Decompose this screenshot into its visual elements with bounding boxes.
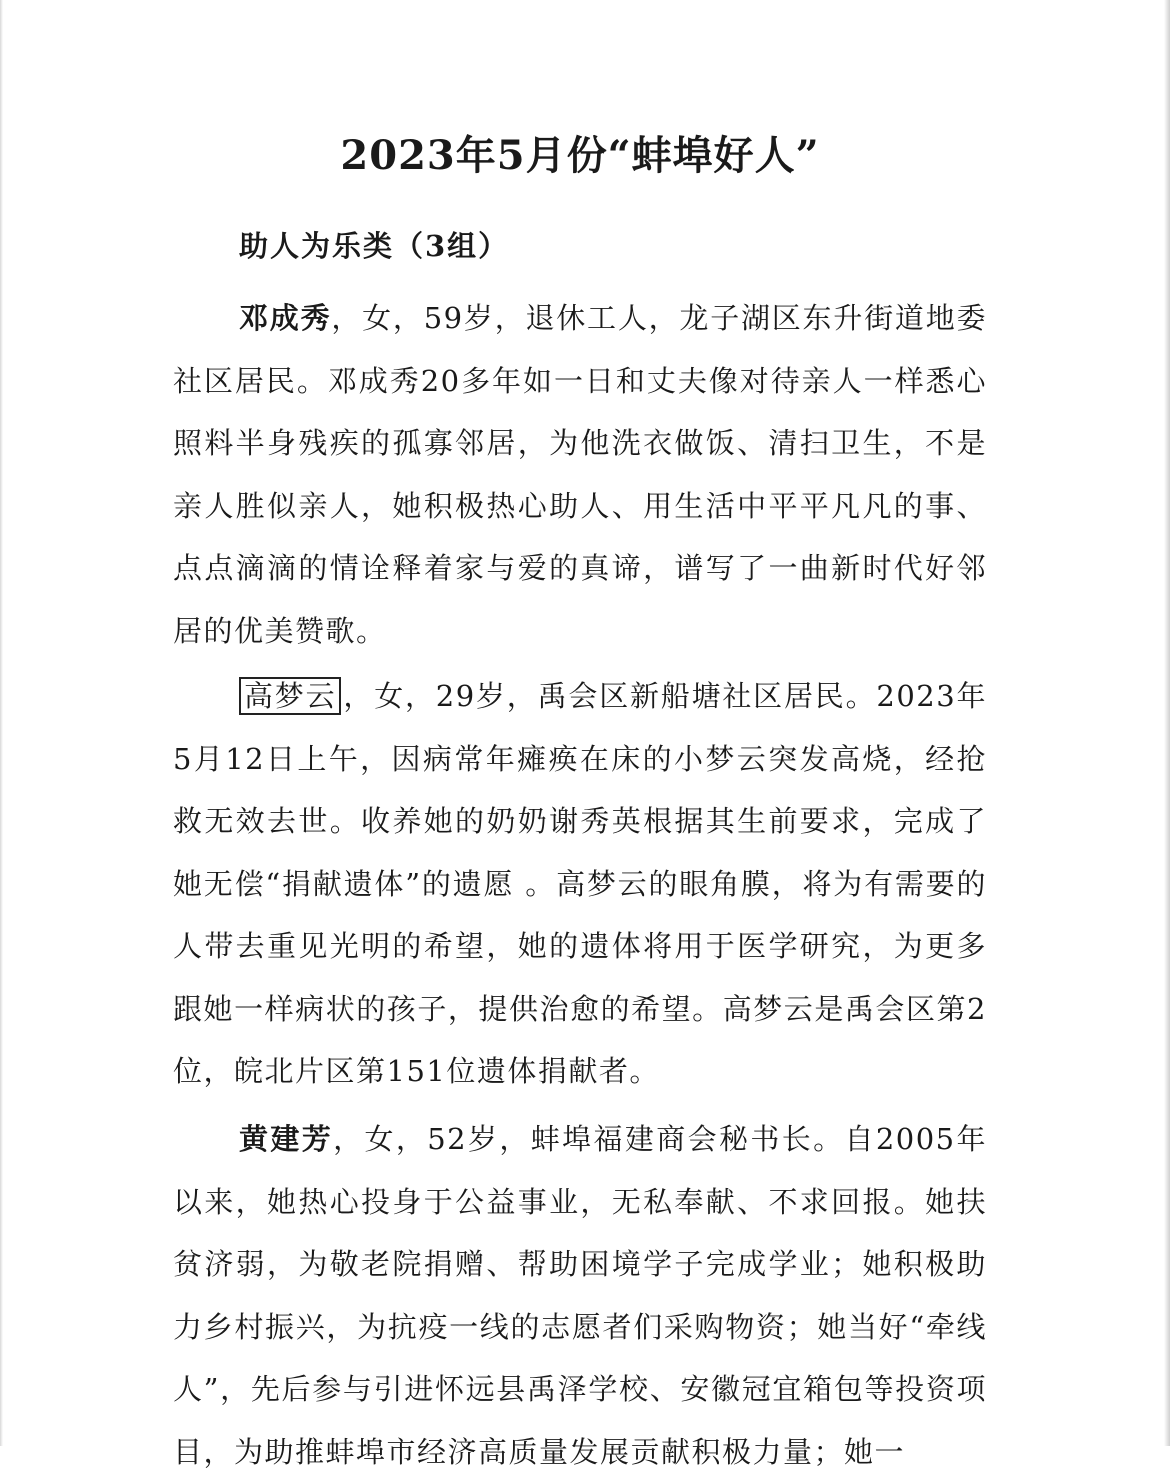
page-edge-right bbox=[1164, 0, 1170, 1446]
page-edge-left bbox=[0, 0, 3, 1446]
entry-paragraph bbox=[173, 1108, 987, 1483]
entry-paragraph bbox=[173, 665, 987, 1103]
entry-text: ，女，52岁，蚌埠福建商会秘书长。自2005年以来，她热心投身于公益事业，无私奉献、不求回报。她扶贫济弱，为敬老院捐赠、帮助困境学子完成学业；她积极助力乡村振兴，为抗疫一线的志愿者们采购物资；她当好“牵线人”，先后参与引进怀远县禹泽学校、安徽冠宜箱包等投资项目，为助推蚌埠市经济高质量发展贡献积极力量；她一 bbox=[173, 1122, 987, 1469]
person-name: 邓成秀 bbox=[239, 301, 332, 335]
document-title: 2023年5月份“蚌埠好人” bbox=[340, 132, 820, 179]
category-heading: 助人为乐类（3组） bbox=[239, 229, 510, 263]
person-name: 黄建芳 bbox=[239, 1122, 334, 1156]
entry-text: ，女，59岁，退休工人，龙子湖区东升街道地委社区居民。邓成秀20多年如一日和丈夫像对待亲人一样悉心照料半身残疾的孤寡邻居，为他洗衣做饭、清扫卫生，不是亲人胜似亲人，她积极热心助人、用生活中平平凡凡的事、点点滴滴的情诠释着家与爱的真谛，谱写了一曲新时代好邻居的优美赞歌。 bbox=[173, 301, 987, 648]
entry-paragraph bbox=[173, 287, 987, 662]
entry-text: ，女，29岁，禹会区新船塘社区居民。2023年5月12日上午，因病常年瘫痪在床的小梦云突发高烧，经抢救无效去世。收养她的奶奶谢秀英根据其生前要求，完成了她无偿“捐献遗体”的遗愿 。高梦云的眼角膜，将为有需要的人带去重见光明的希望，她的遗体将用于医学研究，为更多跟她一样病状的孩子，提供治愈的希望。高梦云是禹会区第2位，皖北片区第151位遗体捐献者。 bbox=[173, 679, 987, 1088]
person-name-boxed: 高梦云 bbox=[239, 677, 341, 715]
